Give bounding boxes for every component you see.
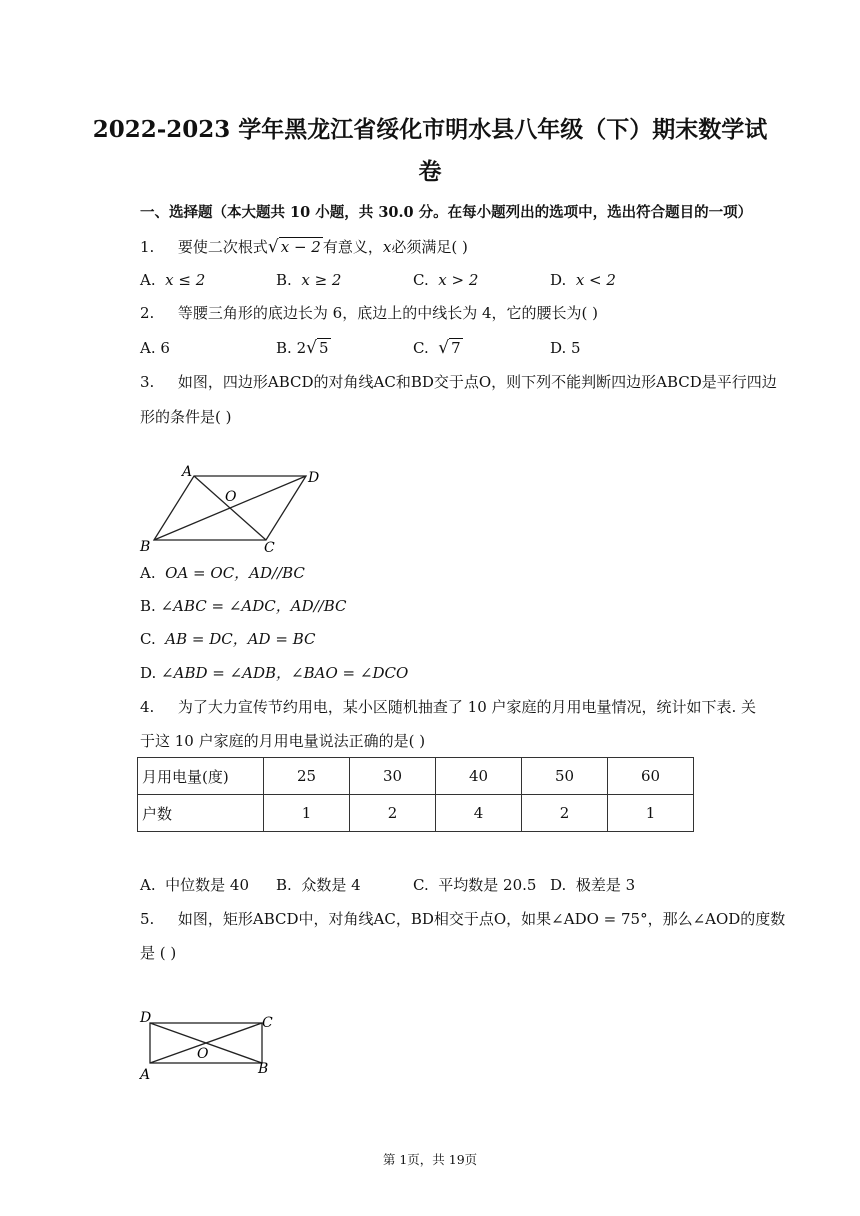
option-c[interactable]: C. x > 2 bbox=[413, 271, 479, 289]
question-5 bbox=[140, 910, 785, 928]
table-cell: 4 bbox=[436, 795, 522, 832]
page-footer: 第 1页，共 19页 bbox=[382, 1152, 478, 1167]
label-c: C bbox=[264, 540, 275, 556]
option-d[interactable]: D. x < 2 bbox=[550, 271, 616, 289]
option-c[interactable]: C. 平均数是 20.5 bbox=[413, 876, 537, 894]
option-a[interactable]: A. OA = OC，AD//BC bbox=[140, 564, 305, 582]
question-text: 为了大力宣传节约用电，某小区随机抽查了 10 户家庭的月用电量情况，统计如下表. 关 bbox=[177, 698, 757, 716]
label-o: O bbox=[225, 489, 237, 505]
diagonal-bd bbox=[154, 476, 306, 540]
option-c[interactable]: C. AB = DC，AD = BC bbox=[140, 630, 316, 648]
section-heading: 一、选择题（本大题共 10 小题，共 30.0 分。在每小题列出的选项中，选出符合题目的一项） bbox=[140, 204, 753, 221]
table-cell: 2 bbox=[350, 795, 436, 832]
question-text: 有意义， bbox=[322, 238, 383, 256]
sqrt-expression: √ x − 2 bbox=[267, 237, 321, 257]
option-b[interactable]: B. 2√ 5 bbox=[276, 338, 329, 358]
question-number: 5. bbox=[140, 910, 155, 928]
table-cell: 1 bbox=[608, 795, 694, 832]
table-row bbox=[138, 795, 694, 832]
option-b[interactable]: B. x ≥ 2 bbox=[276, 271, 342, 289]
table-cell: 25 bbox=[264, 758, 350, 795]
table-cell: 月用电量(度) bbox=[138, 758, 264, 795]
table-cell: 30 bbox=[350, 758, 436, 795]
question-number: 1. bbox=[140, 238, 155, 256]
label-b: B bbox=[258, 1061, 269, 1077]
label-d: D bbox=[308, 470, 320, 486]
option-a[interactable]: A. x ≤ 2 bbox=[140, 271, 206, 289]
option-d[interactable]: D. 极差是 3 bbox=[550, 876, 636, 894]
question-text-cont: 于这 10 户家庭的月用电量说法正确的是( ) bbox=[140, 732, 426, 750]
question-4 bbox=[140, 698, 756, 716]
question-text: 如图，四边形ABCD的对角线AC和BD交于点O，则下列不能判断四边形ABCD是平行四边 bbox=[177, 373, 777, 391]
rectangle-figure bbox=[136, 1005, 286, 1085]
question-2 bbox=[140, 304, 598, 322]
label-o: O bbox=[197, 1046, 209, 1062]
question-text-cont: 形的条件是( ) bbox=[140, 408, 232, 426]
question-text: 等腰三角形的底边长为 6，底边上的中线长为 4，它的腰长为( ) bbox=[177, 304, 598, 322]
label-a: A bbox=[182, 464, 193, 480]
question-text: 必须满足( ) bbox=[391, 238, 468, 256]
table-cell: 50 bbox=[522, 758, 608, 795]
parallelogram-figure bbox=[136, 462, 336, 556]
question-text: 要使二次根式 bbox=[177, 238, 268, 256]
table-cell: 40 bbox=[436, 758, 522, 795]
question-3 bbox=[140, 373, 777, 391]
table-cell: 户数 bbox=[138, 795, 264, 832]
page-title-line1: 2022-2023 学年黑龙江省绥化市明水县八年级（下）期末数学试 bbox=[92, 116, 768, 143]
variable: x bbox=[382, 238, 392, 256]
sqrt-expression: √ 5 bbox=[306, 338, 329, 358]
option-b[interactable]: B. ∠ABC = ∠ADC，AD//BC bbox=[140, 597, 347, 615]
option-c[interactable]: C. √ 7 bbox=[413, 338, 461, 358]
option-a[interactable]: A. 中位数是 40 bbox=[140, 876, 250, 894]
option-b[interactable]: B. 众数是 4 bbox=[276, 876, 361, 894]
question-number: 2. bbox=[140, 304, 155, 322]
table-cell: 1 bbox=[264, 795, 350, 832]
label-b: B bbox=[140, 539, 151, 555]
label-a: A bbox=[140, 1067, 151, 1083]
question-1 bbox=[140, 238, 468, 256]
table-cell: 2 bbox=[522, 795, 608, 832]
data-table bbox=[137, 757, 694, 832]
question-number: 3. bbox=[140, 373, 155, 391]
option-d[interactable]: D. 5 bbox=[550, 339, 581, 357]
question-number: 4. bbox=[140, 698, 155, 716]
table-row bbox=[138, 758, 694, 795]
option-d[interactable]: D. ∠ABD = ∠ADB，∠BAO = ∠DCO bbox=[140, 664, 409, 682]
sqrt-expression: √ 7 bbox=[438, 338, 461, 358]
label-d: D bbox=[140, 1010, 152, 1026]
label-c: C bbox=[262, 1015, 273, 1031]
option-a[interactable]: A. 6 bbox=[140, 339, 170, 357]
question-text: 如图，矩形ABCD中，对角线AC，BD相交于点O，如果∠ADO = 75°，那么∠AOD的度数 bbox=[177, 910, 786, 928]
page-title-line2: 卷 bbox=[418, 158, 442, 185]
question-text-cont: 是 ( ) bbox=[140, 944, 177, 962]
table-cell: 60 bbox=[608, 758, 694, 795]
